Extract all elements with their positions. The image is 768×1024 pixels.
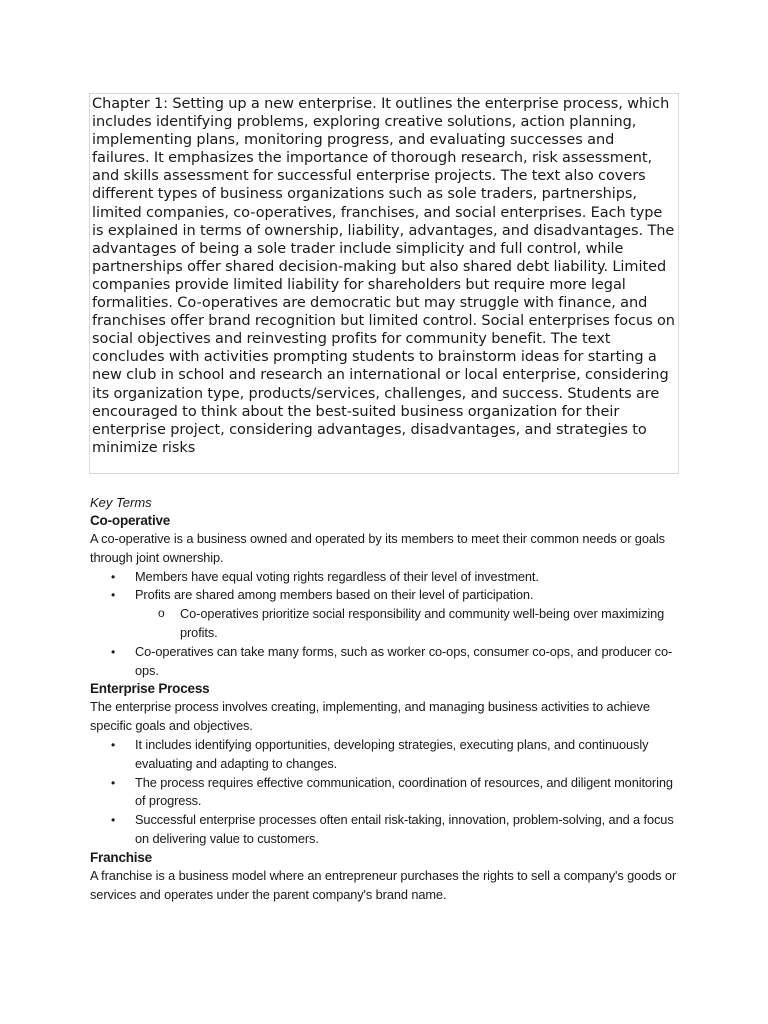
list-item-text: Profits are shared among members based on their level of participation.: [135, 587, 534, 603]
bullet-icon: •: [111, 569, 116, 584]
list-item-text: It includes identifying opportunities, developing strategies, executing plans, and continuously evaluating and adapting to changes.: [135, 736, 649, 771]
cooperative-sub-bullet-list: [135, 605, 682, 643]
list-item-text: Members have equal voting rights regardless of their level of investment.: [135, 568, 539, 584]
list-item: [90, 736, 682, 774]
term-heading-cooperative: Co-operative: [90, 513, 171, 528]
term-heading-enterprise-process: Enterprise Process: [90, 681, 210, 697]
list-item-text: Co-operatives can take many forms, such as worker co-ops, consumer co-ops, and producer co-ops.: [135, 643, 673, 678]
key-terms-section: [90, 493, 682, 904]
list-item-text: Successful enterprise processes often entail risk-taking, innovation, problem-solving, and a focus on delivering value to customers.: [135, 812, 674, 846]
list-item: [90, 568, 682, 587]
term-definition-enterprise-process: The enterprise process involves creating, implementing, and managing business activities to achieve specific goals and objectives.: [90, 699, 650, 734]
sub-list-item-text: Co-operatives prioritize social responsibility and community well-being over maximizing profits.: [180, 606, 665, 640]
cooperative-bullet-list: [90, 568, 682, 681]
enterprise-process-bullet-list: [90, 736, 682, 849]
chapter-summary-box: [89, 93, 679, 474]
chapter-summary-text: Chapter 1: Setting up a new enterprise. It outlines the enterprise process, which includes identifying problems, exploring creative solutions, action planning, implementing plans, monitoring progress, and evaluating successes and failures. It emphasizes the importance of thorough research, risk assessment, and skills assessment for successful enterprise projects. The text also covers different types of business organizations such as sole traders, partnerships, limited companies, co-operatives, franchises, and social enterprises. Each type is explained in terms of ownership, liability, advantages, and disadvantages. The advantages of being a sole trader include simplicity and full control, while partnerships offer shared decision-making but also shared debt liability. Limited companies provide limited liability for shareholders but require more legal formalities. Co-operatives are democratic but may struggle with finance, and franchises offer brand recognition but limited control. Social enterprises focus on social objectives and reinvesting profits for community benefit. The text concludes with activities prompting students to brainstorm ideas for starting a new club in school and research an international or local enterprise, considering its organization type, products/services, challenges, and success. Students are encouraged to think about the best-suited business organization for their enterprise project, considering advantages, disadvantages, and strategies to minimize risks: [92, 96, 675, 456]
bullet-icon: •: [111, 644, 116, 659]
sub-list-item: [135, 605, 682, 643]
list-item: [90, 774, 682, 812]
term-definition-franchise: A franchise is a business model where an entrepreneur purchases the rights to sell a company's goods or services and operates under the parent company's brand name.: [90, 867, 677, 902]
list-item: [90, 643, 682, 681]
list-item: [90, 586, 682, 642]
list-item: [90, 811, 682, 849]
list-item-text: The process requires effective communication, coordination of resources, and diligent monitoring of progress.: [135, 774, 673, 809]
circle-bullet-icon: o: [158, 606, 165, 621]
key-terms-label: Key Terms: [90, 495, 152, 510]
bullet-icon: •: [111, 588, 116, 603]
bullet-icon: •: [111, 737, 116, 752]
term-heading-franchise: Franchise: [90, 849, 152, 865]
term-definition-cooperative: A co-operative is a business owned and operated by its members to meet their common needs or goals through joint ownership.: [90, 531, 665, 565]
bullet-icon: •: [111, 775, 116, 790]
bullet-icon: •: [111, 813, 116, 828]
